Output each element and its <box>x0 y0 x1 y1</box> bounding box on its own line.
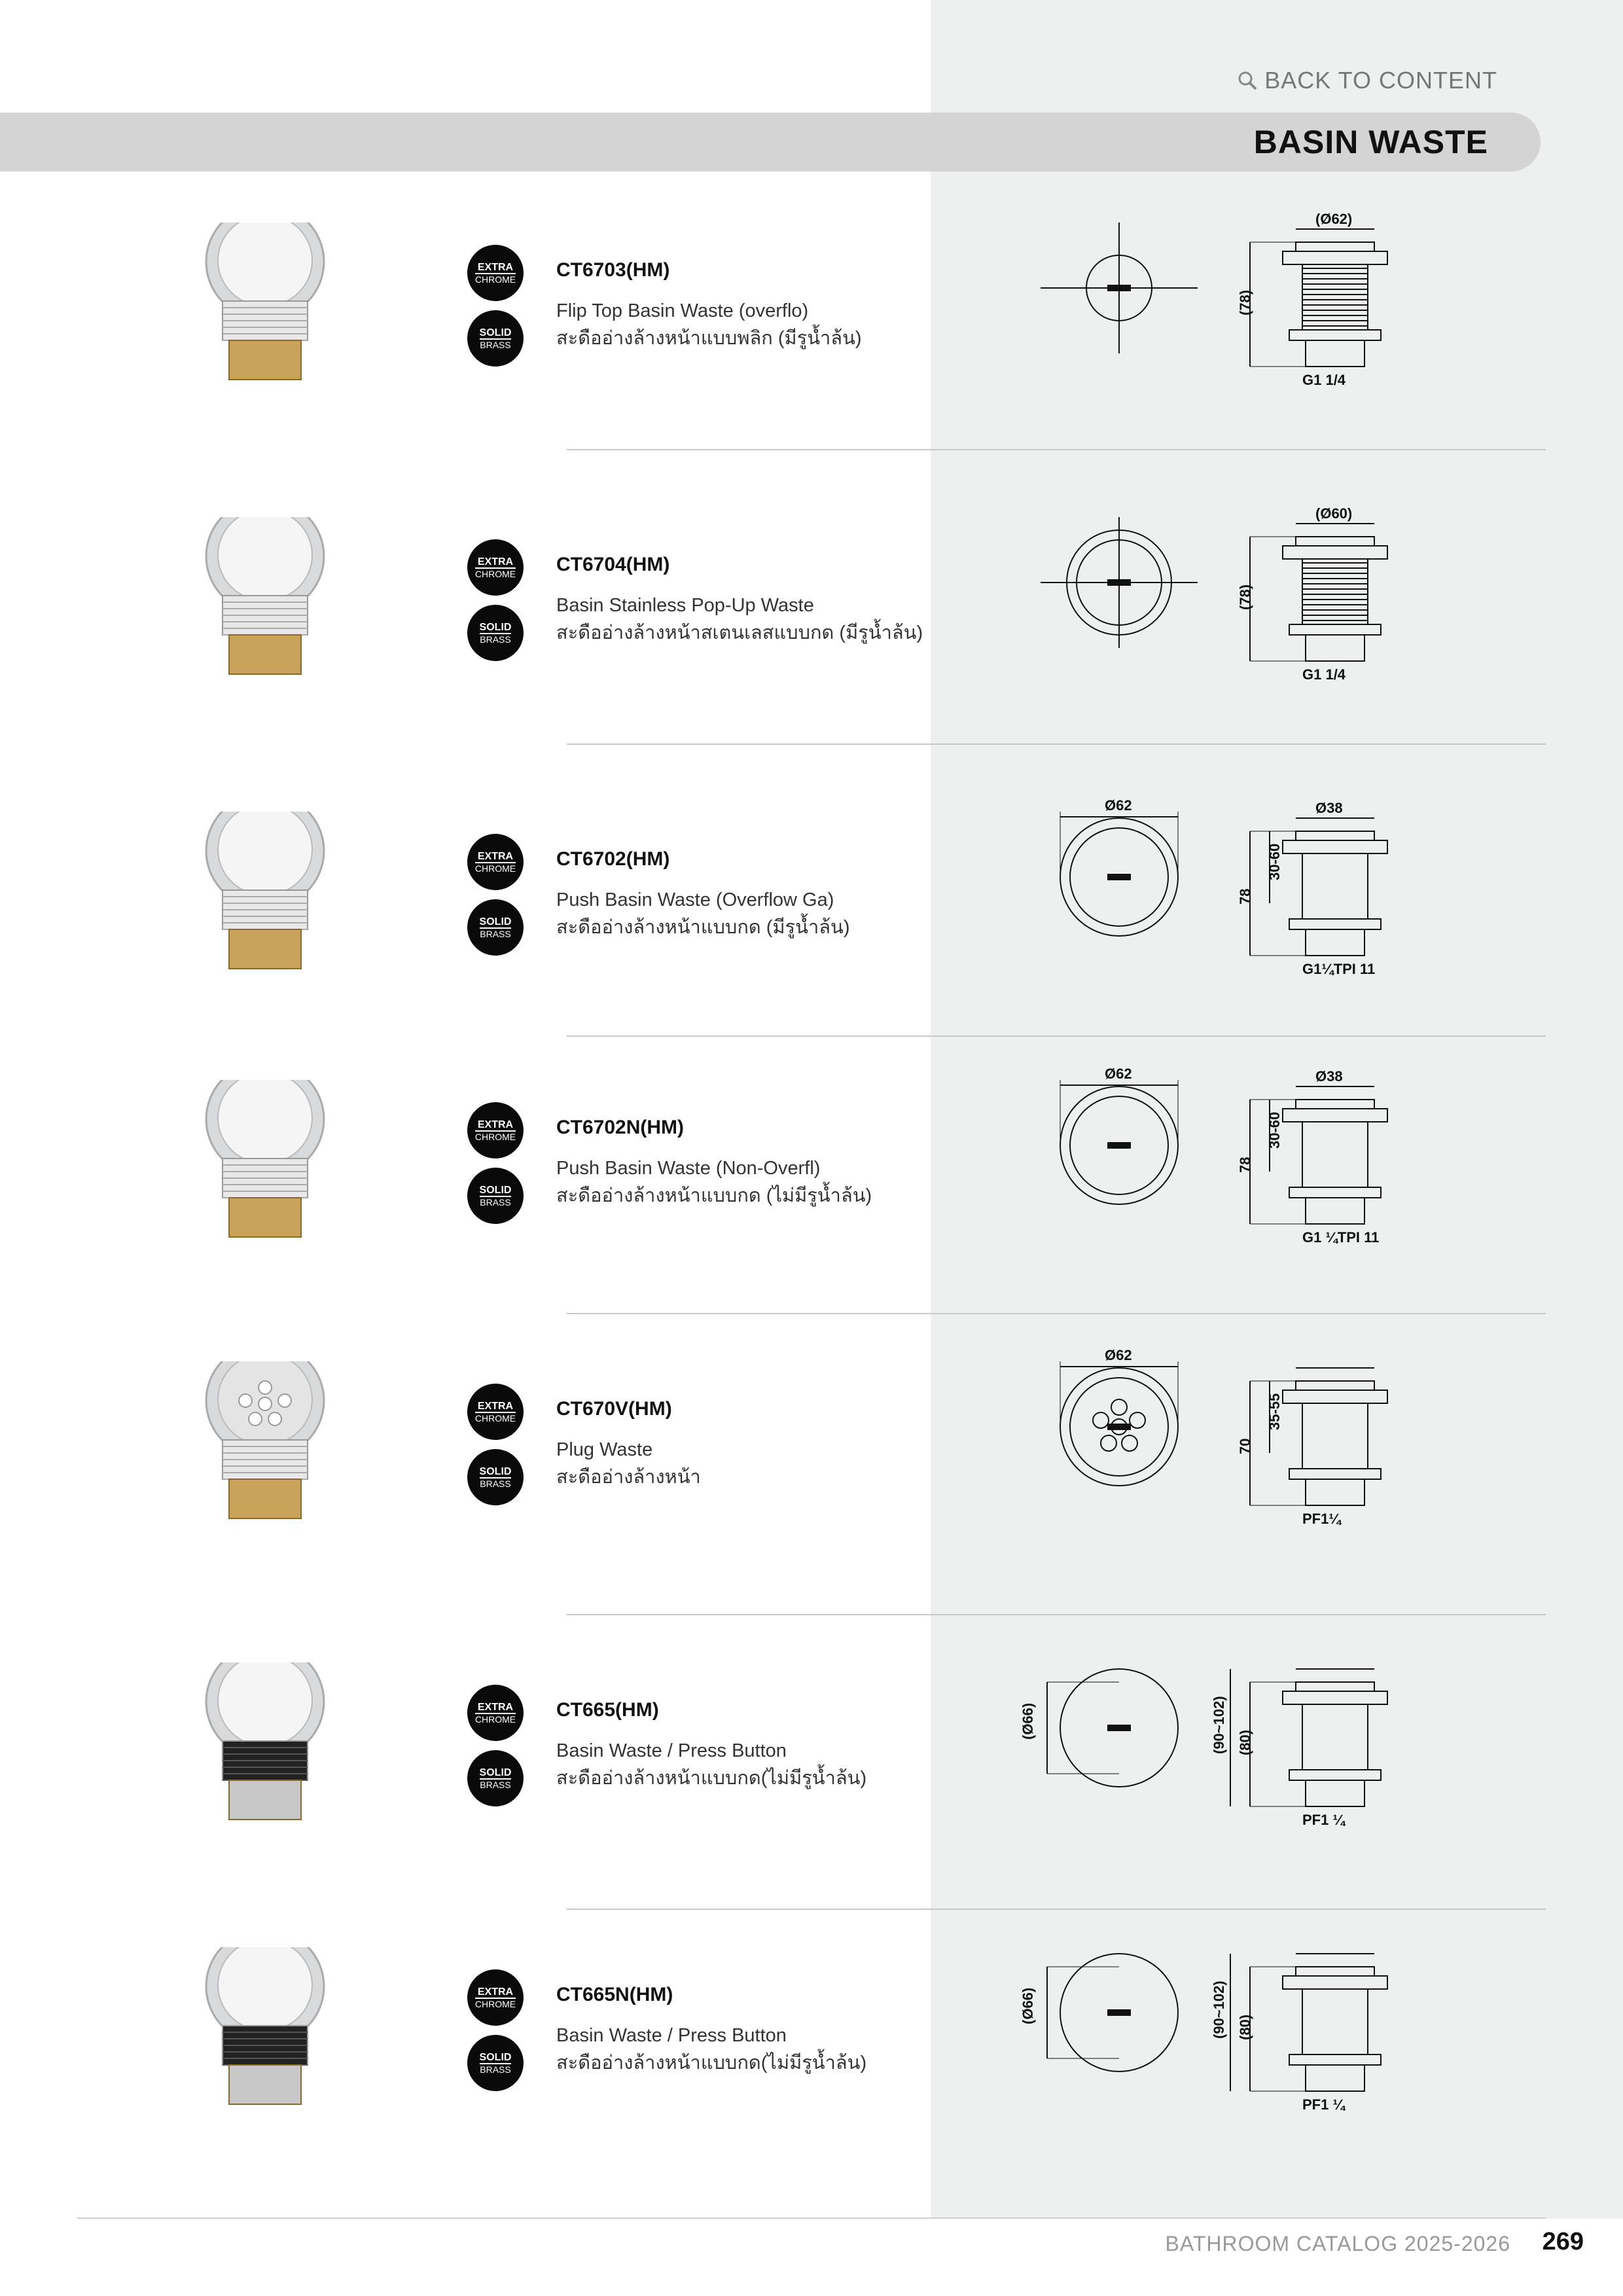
badge-extra-text: EXTRA <box>477 1119 514 1130</box>
plan-view-drawing <box>1060 1066 1178 1204</box>
technical-drawing <box>1021 1066 1505 1273</box>
feature-badges <box>467 245 526 376</box>
height-label: (80) <box>1237 2014 1253 2040</box>
section-view-drawing <box>1237 505 1387 683</box>
product-name-th: สะดืออ่างล้างหน้าแบบพลิก (มีรูน้ำล้น) <box>556 328 862 349</box>
extra-chrome-badge <box>467 539 524 596</box>
badge-solid-text: SOLID <box>479 1184 512 1196</box>
badge-chrome-text: CHROME <box>474 1998 516 2009</box>
plan-view-drawing <box>1041 517 1198 648</box>
badge-brass-text: BRASS <box>480 634 511 645</box>
height-label: (78) <box>1237 289 1253 315</box>
product-info <box>556 259 1014 352</box>
height-label: 70 <box>1237 1438 1253 1454</box>
product-photo <box>183 1662 347 1829</box>
badge-chrome-text: CHROME <box>474 863 516 874</box>
top-diameter-label: Ø38 <box>1315 1068 1343 1085</box>
badge-extra-text: EXTRA <box>477 1400 514 1412</box>
section-view-drawing <box>1237 211 1387 388</box>
badge-solid-text: SOLID <box>479 621 512 633</box>
technical-drawing <box>1021 505 1505 710</box>
range-label: 35-55 <box>1266 1393 1283 1430</box>
solid-brass-badge <box>467 605 524 661</box>
solid-brass-badge <box>467 1750 524 1806</box>
product-name-en: Plug Waste <box>556 1439 653 1460</box>
product-name-th: สะดืออ่างล้างหน้าสเตนเลสแบบกด (มีรูน้ำล้น) <box>556 622 923 643</box>
badge-extra-text: EXTRA <box>477 1701 514 1713</box>
feature-badges <box>467 1384 526 1515</box>
product-name-en: Flip Top Basin Waste (overflo) <box>556 300 809 321</box>
product-divider <box>567 1614 1546 1615</box>
product-info <box>556 848 1014 941</box>
extra-chrome-badge <box>467 1102 524 1158</box>
range-label: (90~102) <box>1211 1981 1227 2039</box>
product-divider <box>567 744 1546 745</box>
plan-view-drawing <box>1060 1347 1178 1486</box>
extra-chrome-badge <box>467 1969 524 2026</box>
badge-chrome-text: CHROME <box>474 568 516 579</box>
range-label: 30-60 <box>1266 843 1283 880</box>
product-info <box>556 1984 1014 2077</box>
plan-view-drawing <box>1020 1669 1178 1787</box>
height-label: (80) <box>1237 1729 1253 1755</box>
product-code: CT6702(HM) <box>556 848 670 870</box>
product-code: CT670V(HM) <box>556 1398 672 1420</box>
page-number: 269 <box>1542 2228 1584 2255</box>
top-diameter-label: Ø38 <box>1315 800 1343 816</box>
plan-diameter-label: Ø62 <box>1105 1347 1132 1363</box>
technical-drawing <box>1021 1656 1505 1856</box>
feature-badges <box>467 1102 526 1233</box>
section-view-drawing <box>1211 1669 1387 1828</box>
extra-chrome-badge <box>467 1384 524 1440</box>
plan-diameter-label: Ø62 <box>1105 1066 1132 1082</box>
badge-brass-text: BRASS <box>480 1779 511 1790</box>
product-info <box>556 1398 1014 1491</box>
catalog-label: BATHROOM CATALOG 2025-2026 <box>1165 2232 1510 2255</box>
thread-label: G1 ¼TPI 11 <box>1302 1229 1380 1246</box>
product-divider <box>567 449 1546 450</box>
badge-solid-text: SOLID <box>479 327 512 338</box>
product-divider <box>567 1035 1546 1037</box>
product-divider <box>567 1313 1546 1314</box>
extra-chrome-badge <box>467 245 524 301</box>
solid-brass-badge <box>467 899 524 956</box>
solid-brass-badge <box>467 2035 524 2091</box>
badge-solid-text: SOLID <box>479 916 512 927</box>
product-code: CT665N(HM) <box>556 1984 673 2005</box>
product-code: CT665(HM) <box>556 1699 659 1721</box>
thread-label: G1 1/4 <box>1302 372 1346 388</box>
plan-diameter-label: (Ø66) <box>1020 1987 1036 2024</box>
technical-drawing <box>1021 211 1505 416</box>
badge-extra-text: EXTRA <box>477 261 514 273</box>
feature-badges <box>467 1685 526 1816</box>
product-code: CT6704(HM) <box>556 554 670 575</box>
section-view-drawing <box>1237 800 1387 977</box>
feature-badges <box>467 834 526 965</box>
extra-chrome-badge <box>467 1685 524 1741</box>
range-label: 30-60 <box>1266 1111 1283 1149</box>
thread-label: PF1 ¼ <box>1302 2096 1345 2113</box>
product-info <box>556 1117 1014 1210</box>
badge-brass-text: BRASS <box>480 1478 511 1489</box>
solid-brass-badge <box>467 1168 524 1224</box>
product-photo <box>183 517 347 684</box>
back-to-content-label: BACK TO CONTENT <box>1264 67 1497 94</box>
section-header <box>0 113 1541 171</box>
technical-drawing <box>1021 1941 1505 2140</box>
product-code: CT6703(HM) <box>556 259 670 281</box>
product-name-en: Basin Waste / Press Button <box>556 1740 787 1761</box>
plan-diameter-label: (Ø66) <box>1020 1702 1036 1740</box>
technical-drawing <box>1021 1347 1505 1554</box>
solid-brass-badge <box>467 1449 524 1505</box>
plan-view-drawing <box>1041 223 1198 353</box>
plan-view-drawing <box>1020 1954 1178 2072</box>
back-to-content-link[interactable] <box>1237 64 1497 97</box>
badge-chrome-text: CHROME <box>474 274 516 285</box>
plan-diameter-label: Ø62 <box>1105 797 1132 814</box>
badge-solid-text: SOLID <box>479 1767 512 1778</box>
badge-brass-text: BRASS <box>480 2064 511 2075</box>
thread-label: PF1 ¼ <box>1302 1812 1345 1828</box>
footer-divider <box>77 2217 1546 2219</box>
top-diameter-label: (Ø62) <box>1315 211 1353 227</box>
badge-chrome-text: CHROME <box>474 1713 516 1725</box>
product-photo <box>183 812 347 978</box>
thread-label: PF1¼ <box>1302 1511 1341 1527</box>
product-name-en: Basin Stainless Pop-Up Waste <box>556 595 814 616</box>
thread-label: G1 1/4 <box>1302 666 1346 683</box>
badge-solid-text: SOLID <box>479 2051 512 2063</box>
section-title: BASIN WASTE <box>1253 124 1488 160</box>
technical-drawing <box>1021 797 1505 1005</box>
height-label: 78 <box>1237 888 1253 905</box>
badge-brass-text: BRASS <box>480 339 511 350</box>
feature-badges <box>467 539 526 670</box>
badge-extra-text: EXTRA <box>477 850 514 862</box>
thread-label: G1¼TPI 11 <box>1302 961 1376 977</box>
product-photo <box>183 1080 347 1247</box>
product-name-th: สะดืออ่างล้างหน้าแบบกด(ไม่มีรูน้ำล้น) <box>556 1768 867 1789</box>
height-label: 78 <box>1237 1157 1253 1173</box>
badge-extra-text: EXTRA <box>477 1986 514 1998</box>
section-view-drawing <box>1237 1068 1387 1246</box>
section-view-drawing <box>1237 1368 1387 1527</box>
product-info <box>556 1699 1014 1792</box>
product-name-th: สะดืออ่างล้างหน้าแบบกด (มีรูน้ำล้น) <box>556 917 850 938</box>
range-label: (90~102) <box>1211 1696 1227 1754</box>
solid-brass-badge <box>467 310 524 367</box>
badge-chrome-text: CHROME <box>474 1412 516 1424</box>
search-icon <box>1237 70 1258 91</box>
product-name-th: สะดืออ่างล้างหน้าแบบกด (ไม่มีรูน้ำล้น) <box>556 1185 872 1206</box>
product-name-th: สะดืออ่างล้างหน้า <box>556 1467 701 1488</box>
product-divider <box>567 1909 1546 1910</box>
product-name-en: Basin Waste / Press Button <box>556 2025 787 2046</box>
feature-badges <box>467 1969 526 2100</box>
product-name-en: Push Basin Waste (Non-Overfl) <box>556 1158 821 1179</box>
plan-view-drawing <box>1060 797 1178 936</box>
product-info <box>556 554 1014 647</box>
extra-chrome-badge <box>467 834 524 890</box>
top-diameter-label: (Ø60) <box>1315 505 1353 522</box>
badge-brass-text: BRASS <box>480 1196 511 1208</box>
product-code: CT6702N(HM) <box>556 1117 685 1138</box>
product-name-th: สะดืออ่างล้างหน้าแบบกด(ไม่มีรูน้ำล้น) <box>556 2053 867 2073</box>
product-name-en: Push Basin Waste (Overflow Ga) <box>556 889 834 910</box>
badge-extra-text: EXTRA <box>477 556 514 567</box>
product-photo <box>183 1947 347 2114</box>
badge-chrome-text: CHROME <box>474 1131 516 1142</box>
product-photo <box>183 223 347 389</box>
height-label: (78) <box>1237 584 1253 610</box>
badge-brass-text: BRASS <box>480 928 511 939</box>
badge-solid-text: SOLID <box>479 1465 512 1477</box>
product-photo <box>183 1361 347 1528</box>
section-view-drawing <box>1211 1954 1387 2113</box>
